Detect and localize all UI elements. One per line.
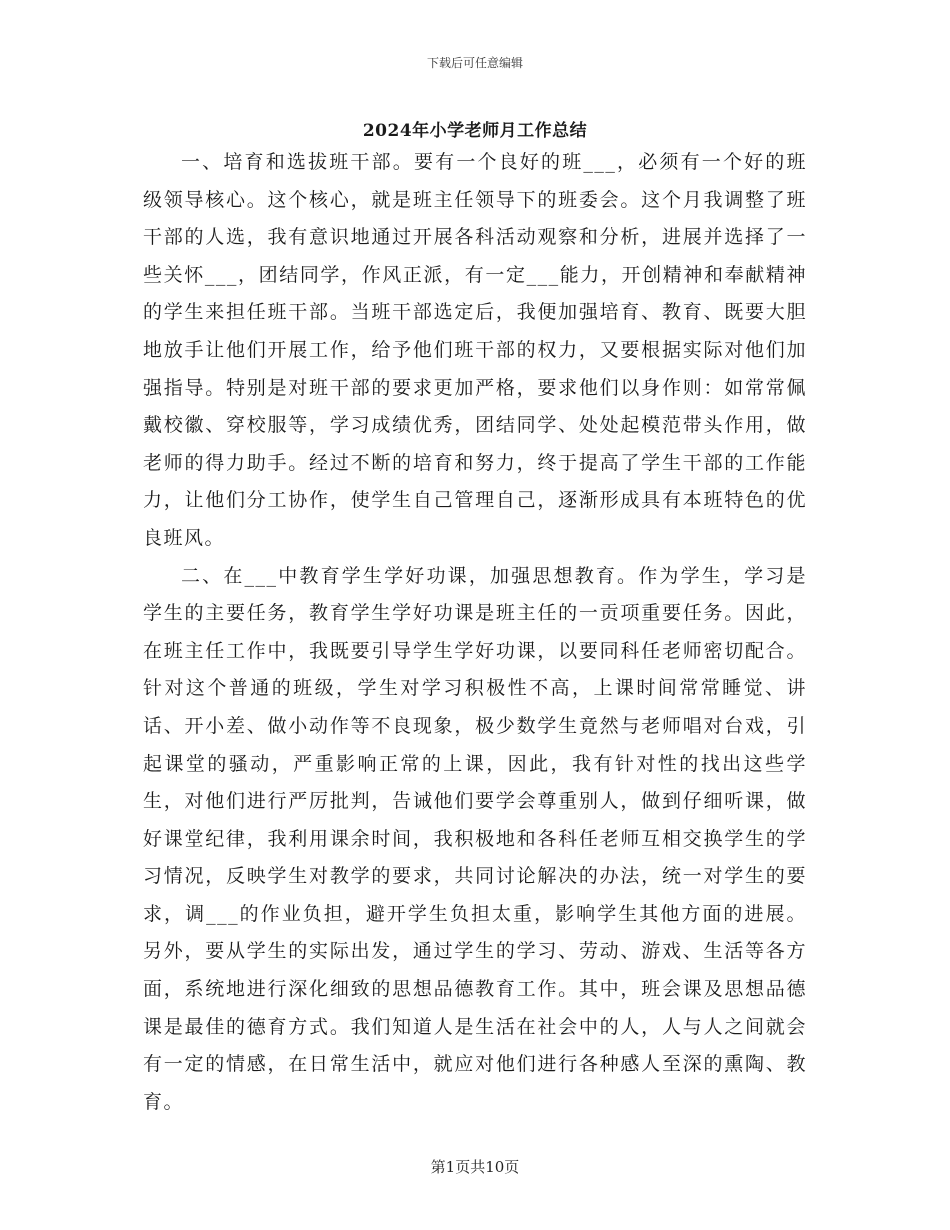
header-note: 下载后可任意编辑 (426, 56, 523, 70)
document-title: 2024年小学老师月工作总结 (362, 121, 588, 141)
paragraph-1: 一、培育和选拔班干部。要有一个良好的班___，必须有一个好的班级领导核心。这个核心，就是班主任领导下的班委会。这个月我调整了班干部的人选，我有意识地通过开展各科活动观察和分析，进展并选择了一些关怀___，团结同学，作风正派，有一定___能力，开创精神和奉献精神的学生来担任班干部。当班干部选定后，我便加强培育、教育、既要大胆地放手让他们开展工作，给予他们班干部的权力，又要根据实际对他们加强指导。特别是对班干部的要求更加严格，要求他们以身作则：如常常佩戴校徽、穿校服等，学习成绩优秀，团结同学、处处起模范带头作用，做老师的得力助手。经过不断的培育和努力，终于提高了学生干部的工作能力，让他们分工协作，使学生自己管理自己，逐渐形成具有本班特色的优良班风。 (143, 151, 807, 549)
paragraph-2: 二、在___中教育学生学好功课，加强思想教育。作为学生，学习是学生的主要任务，教育学生学好功课是班主任的一贡项重要任务。因此，在班主任工作中，我既要引导学生学好功课，以要同科任老师密切配合。针对这个普通的班级，学生对学习积极性不高，上课时间常常睡觉、讲话、开小差、做小动作等不良现象，极少数学生竟然与老师唱对台戏，引起课堂的骚动，严重影响正常的上课，因此，我有针对性的找出这些学生，对他们进行严厉批判，告诫他们要学会尊重别人，做到仔细听课，做好课堂纪律，我利用课余时间，我积极地和各科任老师互相交换学生的学习情况，反映学生对教学的要求，共同讨论解决的办法，统一对学生的要求，调___的作业负担，避开学生负担太重，影响学生其他方面的进展。另外，要从学生的实际出发，通过学生的学习、劳动、游戏、生活等各方面，系统地进行深化细致的思想品德教育工作。其中，班会课及思想品德课是最佳的德育方式。我们知道人是生活在社会中的人，人与人之间就会有一定的情感，在日常生活中，就应对他们进行各种感人至深的熏陶、教育。 (143, 564, 807, 1113)
document-body (143, 144, 807, 1121)
page-footer: 第1页共10页 (430, 1158, 520, 1176)
